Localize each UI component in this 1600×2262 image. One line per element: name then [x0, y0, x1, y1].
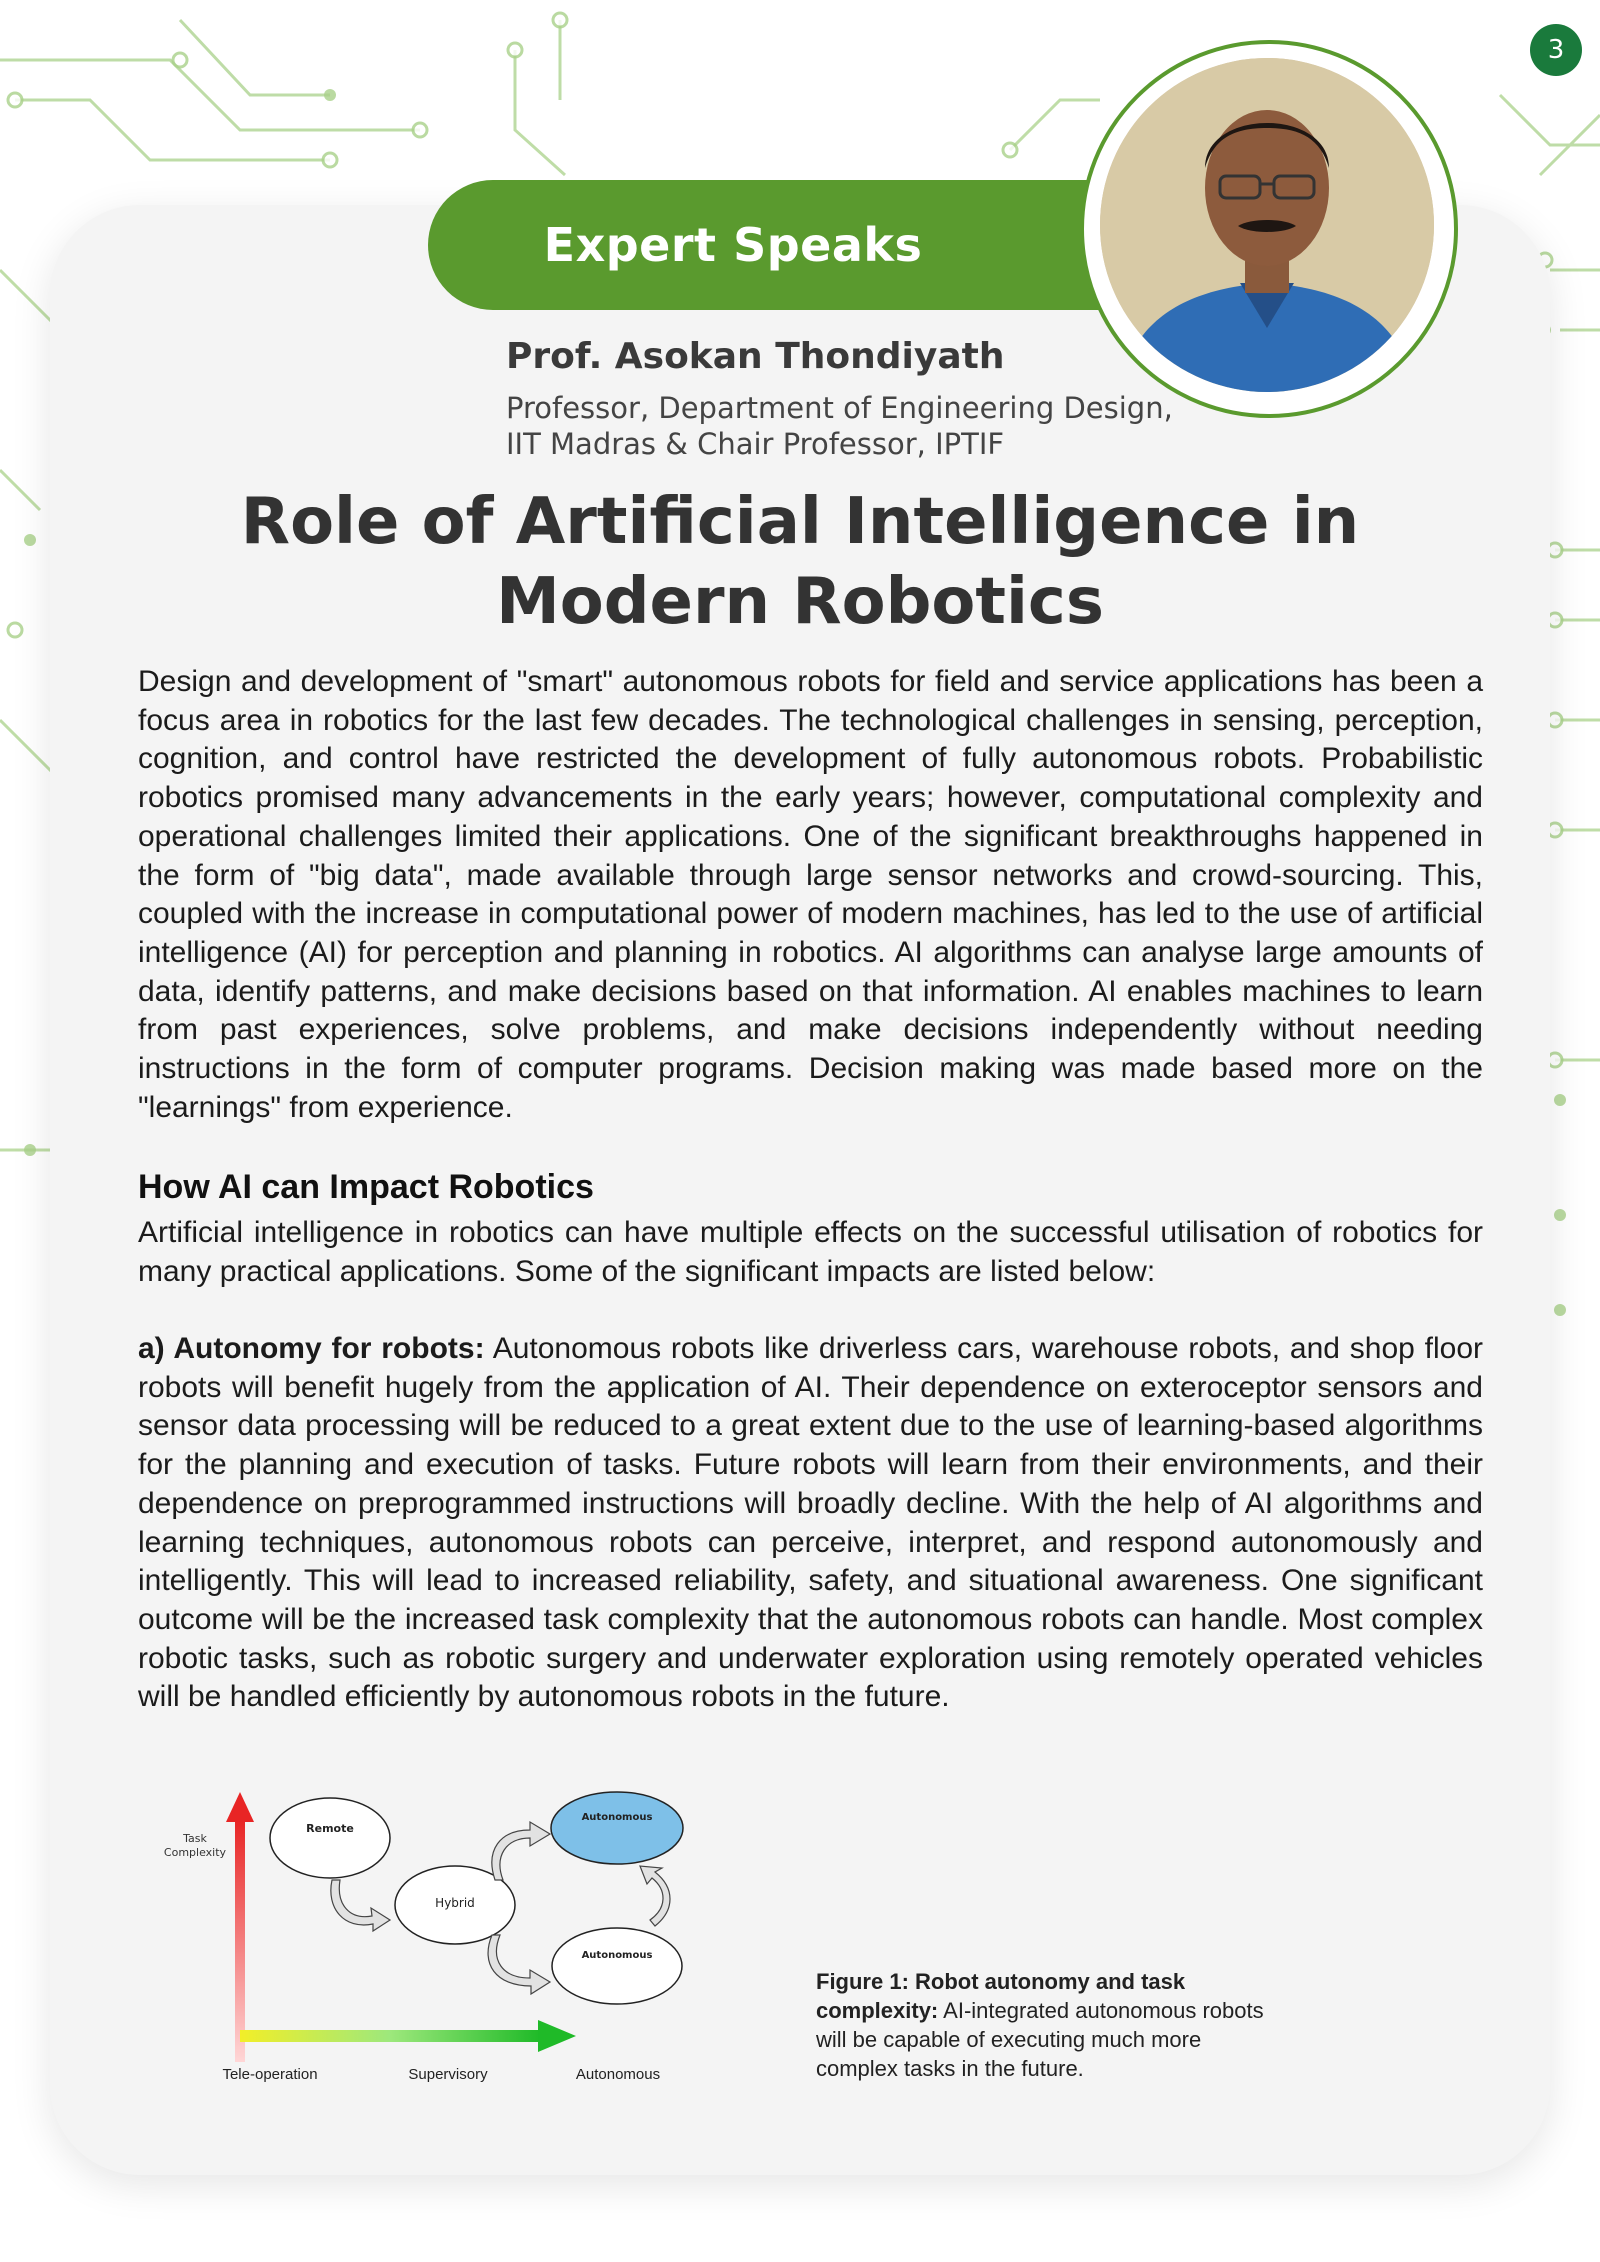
x-label-autonomous: Autonomous	[575, 2066, 661, 2083]
node-autonomous-low	[552, 1928, 682, 2004]
node-hybrid-label: Hybrid	[435, 1896, 475, 1910]
node-remote-label: Remote	[306, 1822, 354, 1835]
autonomy-complexity-diagram	[140, 1780, 700, 2100]
figure-caption-lead: Figure 1: Robot autonomy and task complexity:	[816, 1969, 1186, 2023]
figure-caption-text: AI-integrated autonomous robots will be capable of executing much more complex tasks in the future.	[816, 1998, 1264, 2081]
x-label-tele-operation: Tele-operation	[222, 2066, 318, 2083]
node-autonomous-high-label: Autonomous	[581, 1812, 653, 1823]
section-banner	[428, 180, 1148, 310]
x-axis-arrowhead	[538, 2020, 576, 2052]
figure-caption	[816, 1967, 1286, 2083]
node-autonomous-high	[551, 1792, 683, 1864]
article-title	[150, 482, 1450, 642]
intro-paragraph: Design and development of "smart" autonomous robots for field and service applications has been a focus area in robotics for the last few decades. The technological challenges in sensing, perception, cognition, and control have restricted the development of fully autonomous robots. Probabilistic robotics promised many advancements in the early years; however, computational complexity and operational challenges limited their applications. One of the significant breakthroughs happened in the form of "big data", made available through large sensor networks and crowd-sourcing. This, coupled with the increase in computational power of modern machines, has led to the use of artificial intelligence (AI) for perception and planning in robotics. AI algorithms can analyse large amounts of data, identify patterns, and make decisions based on that information. AI enables machines to learn from past experiences, solve problems, and make decisions independently without needing instructions in the form of computer programs. Decision making was made based more on the "learnings" from experience.	[138, 665, 1483, 1124]
page-number-badge: 3	[1530, 24, 1582, 76]
author-role-line-1: Professor, Department of Engineering Design,	[506, 391, 1173, 425]
node-remote	[270, 1798, 390, 1878]
y-axis-bar	[235, 1820, 245, 2062]
article-title-line-2: Modern Robotics	[496, 565, 1104, 639]
y-axis-arrowhead	[226, 1792, 254, 1822]
curved-arrow-hybrid-to-autonomous-high	[492, 1822, 550, 1880]
y-axis-label-line-2: Complexity	[163, 1846, 227, 1859]
author-role-line-2: IIT Madras & Chair Professor, IPTIF	[506, 427, 1005, 461]
section-heading: How AI can Impact Robotics	[138, 1168, 594, 1206]
x-label-supervisory: Supervisory	[408, 2066, 488, 2083]
point-a-paragraph	[138, 1330, 1483, 1717]
curved-arrow-hybrid-to-autonomous-low	[488, 1935, 550, 1994]
author-role	[506, 390, 1266, 462]
section-intro-paragraph: Artificial intelligence in robotics can have multiple effects on the successful utilisation of robotics for many practical applications. Some of the significant impacts are listed below:	[138, 1216, 1483, 1288]
curved-arrow-autonomous-low-to-high	[640, 1866, 670, 1926]
y-axis-label-line-1: Task	[183, 1832, 207, 1845]
author-photo	[1100, 58, 1434, 392]
node-autonomous-low-label: Autonomous	[581, 1950, 653, 1961]
point-a-lead: a) Autonomy for robots:	[138, 1332, 485, 1365]
author-name: Prof. Asokan Thondiyath	[506, 336, 1005, 377]
x-axis-bar	[240, 2030, 540, 2042]
article-title-line-1: Role of Artificial Intelligence in	[240, 485, 1360, 559]
point-a-text: Autonomous robots like driverless cars, warehouse robots, and shop floor robots will benefit hugely from the application of AI. Their dependence on exteroceptor sensors and sensor data processing will be reduced to a great extent due to the use of learning-based algorithms for the planning and execution of tasks. Future robots will learn from their environments, and their dependence on preprogrammed instructions will broadly decline. With the help of AI algorithms and learning techniques, autonomous robots can perceive, interpret, and respond autonomously and intelligently. This will lead to increased reliability, safety, and situational awareness. One significant outcome will be the increased task complexity that the autonomous robots can handle. Most complex robotic tasks, such as robotic surgery and underwater exploration using remotely operated vehicles will be handled efficiently by autonomous robots in the future.	[138, 1332, 1483, 1714]
curved-arrow-remote-to-hybrid	[331, 1880, 390, 1931]
banner-label: Expert Speaks	[543, 218, 923, 272]
